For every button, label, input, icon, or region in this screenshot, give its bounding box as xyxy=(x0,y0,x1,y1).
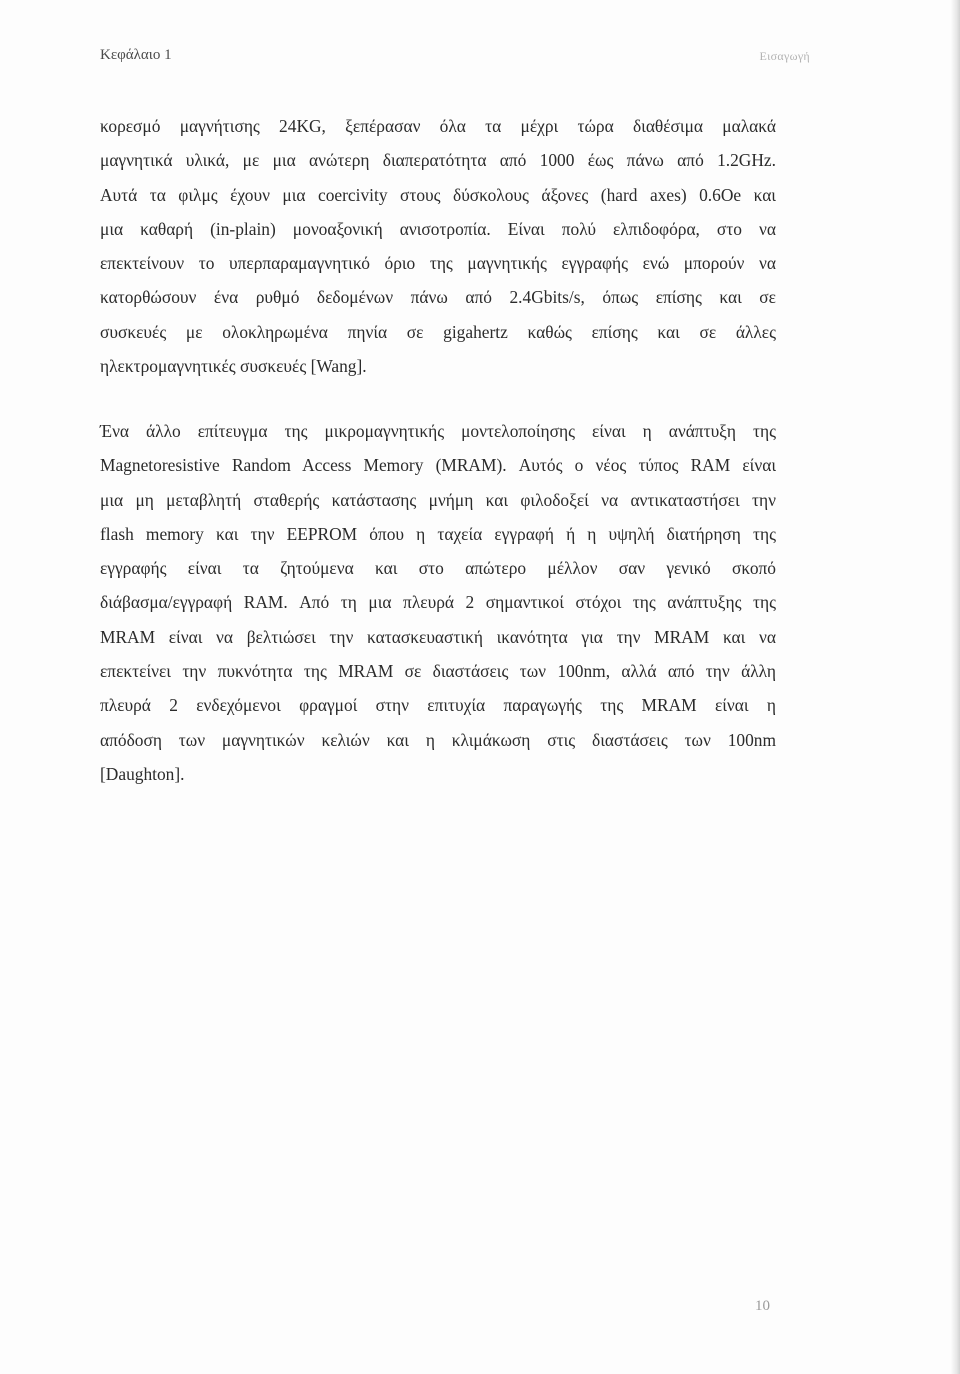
paragraph-line: μαγνητικά υλικά, με μια ανώτερη διαπερατότητα από 1000 έως πάνω από 1.2GHz. xyxy=(100,150,776,171)
paragraph-line: MRAM είναι να βελτιώσει την κατασκευαστική ικανότητα για την MRAM και να xyxy=(100,626,776,647)
paragraph-line: Ένα άλλο επίτευγμα της μικρομαγνητικής μοντελοποίησης είναι η ανάπτυξη της xyxy=(100,421,776,441)
paragraph-line: διάβασμα/εγγραφή RAM. Από τη μια πλευρά 2 σημαντικοί στόχοι της ανάπτυξης της xyxy=(100,592,776,613)
paragraph-line: κατορθώσουν ένα ρυθμό δεδομένων πάνω από 2.4Gbits/s, όπως επίσης και σε xyxy=(100,287,776,308)
paragraph-line: Magnetoresistive Random Access Memory (MRAM). Αυτός ο νέος τύπος RAM είναι xyxy=(100,455,776,476)
paragraph-2 xyxy=(100,414,776,791)
paragraph-line: Αυτά τα φιλμς έχουν μια coercivity στους δύσκολους άξονες (hard axes) 0.6Oe και xyxy=(100,184,776,205)
paragraph-line: συσκευές με ολοκληρωμένα πηνία σε gigahertz καθώς επίσης και σε άλλες xyxy=(100,321,776,342)
paragraph-line: απόδοση των μαγνητικών κελιών και η κλιμάκωση στις διαστάσεις των 100nm xyxy=(100,729,776,750)
page-edge-shadow xyxy=(950,0,960,1374)
page-number: 10 xyxy=(755,1298,770,1314)
paragraph-line: επεκτείνει την πυκνότητα της MRAM σε διαστάσεις των 100nm, αλλά από την άλλη xyxy=(100,661,776,682)
running-header-chapter: Κεφάλαιο 1 xyxy=(100,47,172,63)
paragraph-line: πλευρά 2 ενδεχόμενοι φραγμοί στην επιτυχία παραγωγής της MRAM είναι η xyxy=(100,695,776,716)
running-header-section: Εισαγωγή xyxy=(759,49,810,63)
paragraph-line: [Daughton]. xyxy=(100,763,185,784)
paragraph-line: επεκτείνουν το υπερπαραμαγνητικό όριο της μαγνητικής εγγραφής ενώ μπορούν να xyxy=(100,253,776,274)
paragraph-line: ηλεκτρομαγνητικές συσκευές [Wang]. xyxy=(100,356,367,377)
paragraph-1 xyxy=(100,109,776,383)
paragraph-line: μια μη μεταβλητή σταθερής κατάστασης μνήμη και φιλοδοξεί να αντικαταστήσει την xyxy=(100,489,776,510)
paragraph-line: εγγραφής είναι τα ζητούμενα και στο απώτερο μέλλον σαν γενικό σκοπό xyxy=(100,558,776,579)
paragraph-line: μια καθαρή (in-plain) μονοαξονική ανισοτροπία. Είναι πολύ ελπιδοφόρα, στο να xyxy=(100,218,776,239)
paragraph-line: κορεσμό μαγνήτισης 24KG, ξεπέρασαν όλα τα μέχρι τώρα διαθέσιμα μαλακά xyxy=(100,116,776,136)
paragraph-line: flash memory και την EEPROM όπου η ταχεία εγγραφή ή η υψηλή διατήρηση της xyxy=(100,523,776,544)
